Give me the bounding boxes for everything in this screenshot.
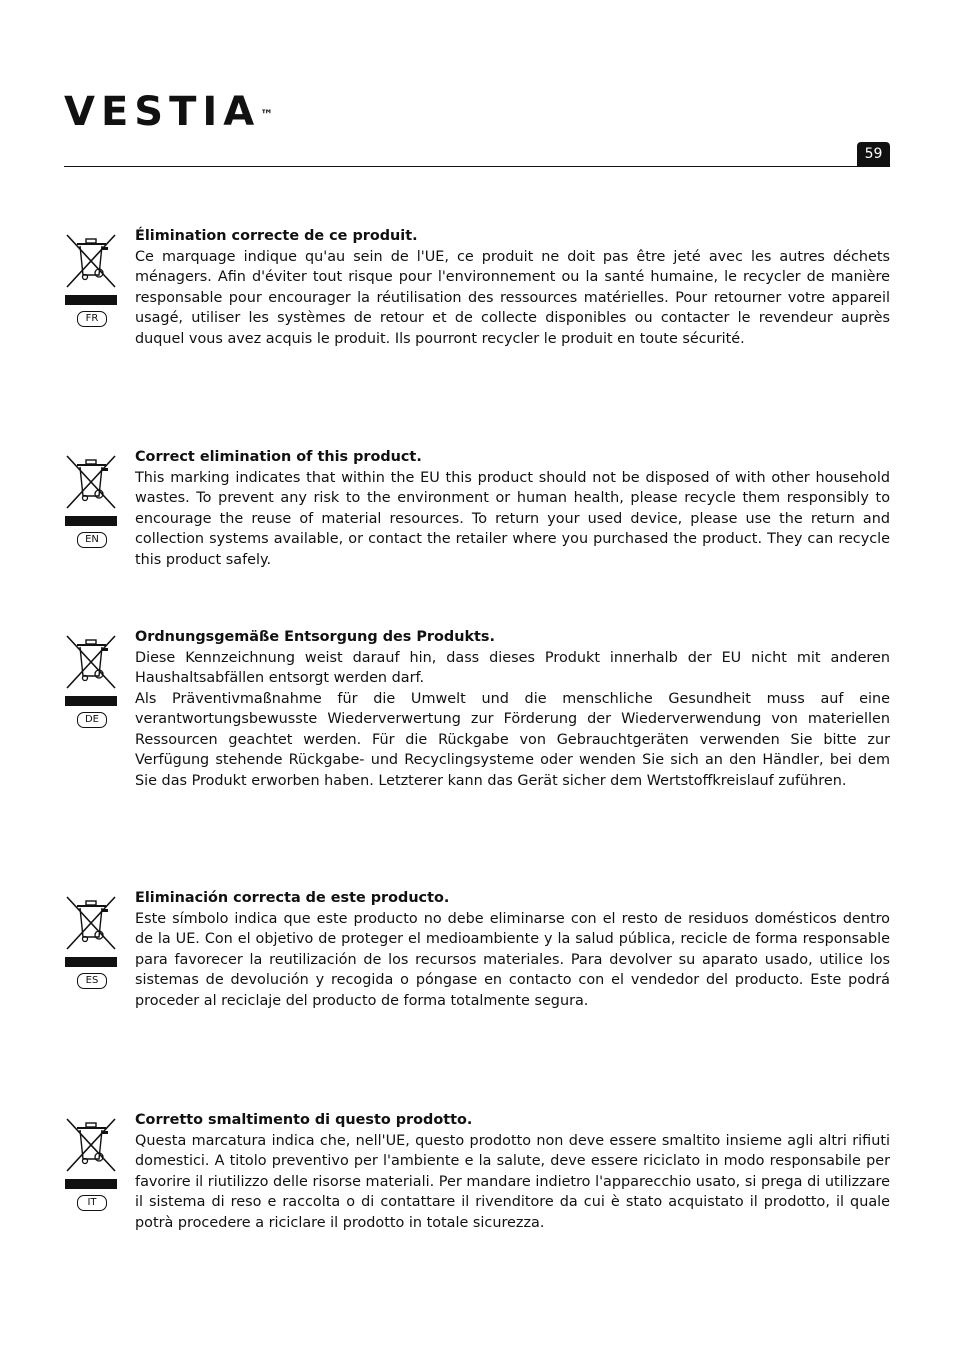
header-divider: [64, 166, 890, 167]
section-paragraph: This marking indicates that within the EU this product should not be disposed of with other household wastes. To prevent any risk to the environment or human health, please recycle them responsibly to encourage the reuse of material resources. To return your used device, please use the return and collection systems available, or contact the retailer where you purchased the product. They can recycle this product safely.: [135, 469, 890, 568]
underline-bar: [65, 516, 117, 526]
section-paragraph: Ce marquage indique qu'au sein de l'UE, ce produit ne doit pas être jeté avec les autres déchets ménagers. Afin d'éviter tout risque pour l'environnement ou la santé humaine, le recycler de manière responsable pour encourager la réutilisation des ressources matérielles. Pour retourner votre appareil usagé, utiliser les systèmes de retour et de collecte disponibles ou contacter le revendeur auprès duquel vous avez acquis le produit. Ils pourront recycler le produit en toute sécurité.: [135, 248, 890, 347]
section-heading: Eliminación correcta de este producto.: [135, 890, 450, 906]
crossed-bin-icon: [64, 454, 118, 510]
underline-bar: [65, 957, 117, 967]
weee-symbol-group: [64, 454, 118, 548]
crossed-bin-icon: [64, 233, 118, 289]
language-badge: ES: [77, 973, 107, 989]
brand-logo: [64, 88, 274, 136]
section-text: [135, 226, 890, 349]
underline-bar: [65, 696, 117, 706]
weee-symbol-group: [64, 895, 118, 989]
section-heading: Corretto smaltimento di questo prodotto.: [135, 1112, 473, 1128]
brand-name: VESTIA: [64, 89, 261, 135]
section-heading: Ordnungsgemäße Entsorgung des Produkts.: [135, 629, 495, 645]
section-paragraph: Este símbolo indica que este producto no debe eliminarse con el resto de residuos domésticos dentro de la UE. Con el objetivo de proteger el medioambiente y la salud pública, recicle de forma responsable para favorecer la reutilización de los recursos materiales. Para devolver su aparato usado, utilice los sistemas de devolución y recogida o póngase en contacto con el vendedor del producto. Este podrá proceder al reciclaje del producto de forma totalmente segura.: [135, 910, 890, 1009]
language-badge: IT: [77, 1195, 107, 1211]
section-text: [135, 627, 890, 791]
underline-bar: [65, 1179, 117, 1189]
crossed-bin-icon: [64, 895, 118, 951]
section-text: [135, 447, 890, 570]
section-heading: Correct elimination of this product.: [135, 449, 422, 465]
crossed-bin-icon: [64, 634, 118, 690]
section-paragraph: Questa marcatura indica che, nell'UE, questo prodotto non deve essere smaltito insieme agli altri rifiuti domestici. A titolo preventivo per l'ambiente e la salute, deve essere riciclato in modo responsabile per favorire il riutilizzo delle risorse materiali. Per mandare indietro l'apparecchio usato, si prega di utilizzare il sistema di reso e raccolta o di contattare il rivenditore da cui è stato acquistato il prodotto, il quale potrà procedere a riciclare il prodotto in totale sicurezza.: [135, 1132, 890, 1231]
section-text: [135, 888, 890, 1011]
weee-symbol-group: [64, 233, 118, 327]
page-number-badge: 59: [857, 142, 890, 166]
language-badge: EN: [77, 532, 107, 548]
language-badge: FR: [77, 311, 107, 327]
language-badge: DE: [77, 712, 107, 728]
weee-symbol-group: [64, 634, 118, 728]
section-text: [135, 1110, 890, 1233]
section-paragraph: Als Präventivmaßnahme für die Umwelt und die menschliche Gesundheit muss auf eine verantwortungsbewusste Wiederverwertung zur Förderung der Wiederverwendung von materiellen Ressourcen geachtet werden. Für die Rückgabe von Gebrauchtgeräten verwenden Sie bitte zur Verfügung stehende Rückgabe- und Recyclingsysteme oder wenden Sie sich an den Händler, bei dem Sie das Produkt erworben haben. Letzterer kann das Gerät sicher dem Wertstoffkreislauf zuführen.: [135, 690, 890, 789]
trademark-symbol: ™: [260, 108, 275, 123]
weee-symbol-group: [64, 1117, 118, 1211]
underline-bar: [65, 295, 117, 305]
section-paragraph: Diese Kennzeichnung weist darauf hin, dass dieses Produkt innerhalb der EU nicht mit anderen Haushaltsabfällen entsorgt werden darf.: [135, 649, 890, 686]
section-heading: Élimination correcte de ce produit.: [135, 228, 418, 244]
crossed-bin-icon: [64, 1117, 118, 1173]
